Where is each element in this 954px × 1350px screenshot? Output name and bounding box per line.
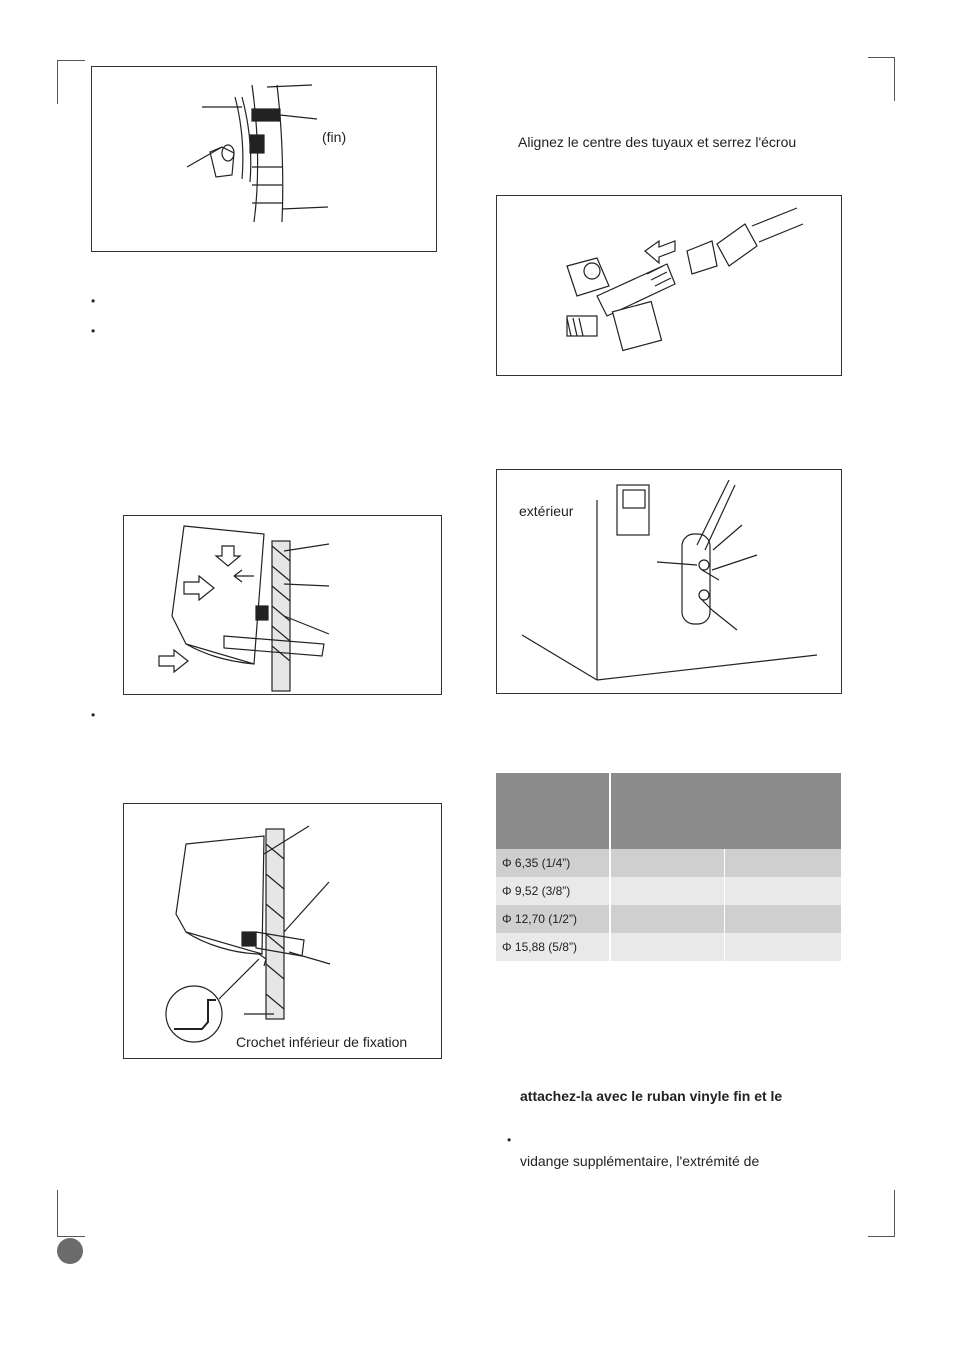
crop-mark-top-right-h <box>868 57 895 58</box>
table-cell-diameter: Φ 12,70 (1/2”) <box>496 905 610 933</box>
table-cell <box>610 877 724 905</box>
table-header-cell <box>610 773 841 849</box>
table-cell <box>724 877 841 905</box>
table-row <box>496 905 841 933</box>
crop-mark-bottom-right-h <box>868 1236 895 1237</box>
table-cell <box>724 905 841 933</box>
figure-flare-nut <box>496 195 842 376</box>
text-attach-vinyl: attachez-la avec le ruban vinyle fin et le <box>520 1088 783 1104</box>
crop-mark-top-left-h <box>57 60 85 61</box>
figure-outdoor-valves <box>496 469 842 694</box>
table-row <box>496 849 841 877</box>
table-row <box>496 877 841 905</box>
bullet-2: • <box>91 324 96 338</box>
text-drain-extra: vidange supplémentaire, l'extrémité de <box>520 1153 760 1169</box>
label-fin: (fin) <box>322 129 347 145</box>
table-cell <box>610 905 724 933</box>
label-outdoor: extérieur <box>519 503 574 519</box>
lower-hook-drawing <box>124 804 443 1060</box>
table-row <box>496 933 841 961</box>
torque-table <box>496 773 841 961</box>
table-cell-diameter: Φ 6,35 (1/4”) <box>496 849 610 877</box>
flare-nut-drawing <box>497 196 843 377</box>
table-cell-diameter: Φ 9,52 (3/8”) <box>496 877 610 905</box>
table-header-row <box>496 773 841 849</box>
page-number-dot <box>57 1238 83 1264</box>
table-cell-diameter: Φ 15,88 (5/8”) <box>496 933 610 961</box>
table-cell <box>724 849 841 877</box>
figure-pipe-wrapping <box>91 66 437 252</box>
pipe-wrapping-drawing <box>92 67 438 253</box>
crop-mark-top-left-v <box>57 60 58 104</box>
bullet-4: • <box>507 1133 512 1147</box>
crop-mark-bottom-left-v <box>57 1190 58 1236</box>
table-header-cell <box>496 773 610 849</box>
crop-mark-bottom-right-v <box>894 1190 895 1236</box>
figure-lower-hook <box>123 803 442 1059</box>
bullet-3: • <box>91 708 96 722</box>
crop-mark-bottom-left-h <box>57 1236 85 1237</box>
figure-unit-hanging <box>123 515 442 695</box>
bullet-1: • <box>91 294 96 308</box>
table-cell <box>610 933 724 961</box>
text-align-pipes: Alignez le centre des tuyaux et serrez l'écrou <box>518 134 797 150</box>
table-cell <box>610 849 724 877</box>
caption-lower-hook: Crochet inférieur de fixation <box>236 1034 408 1050</box>
crop-mark-top-right-v <box>894 57 895 101</box>
unit-hanging-drawing <box>124 516 443 696</box>
table-cell <box>724 933 841 961</box>
